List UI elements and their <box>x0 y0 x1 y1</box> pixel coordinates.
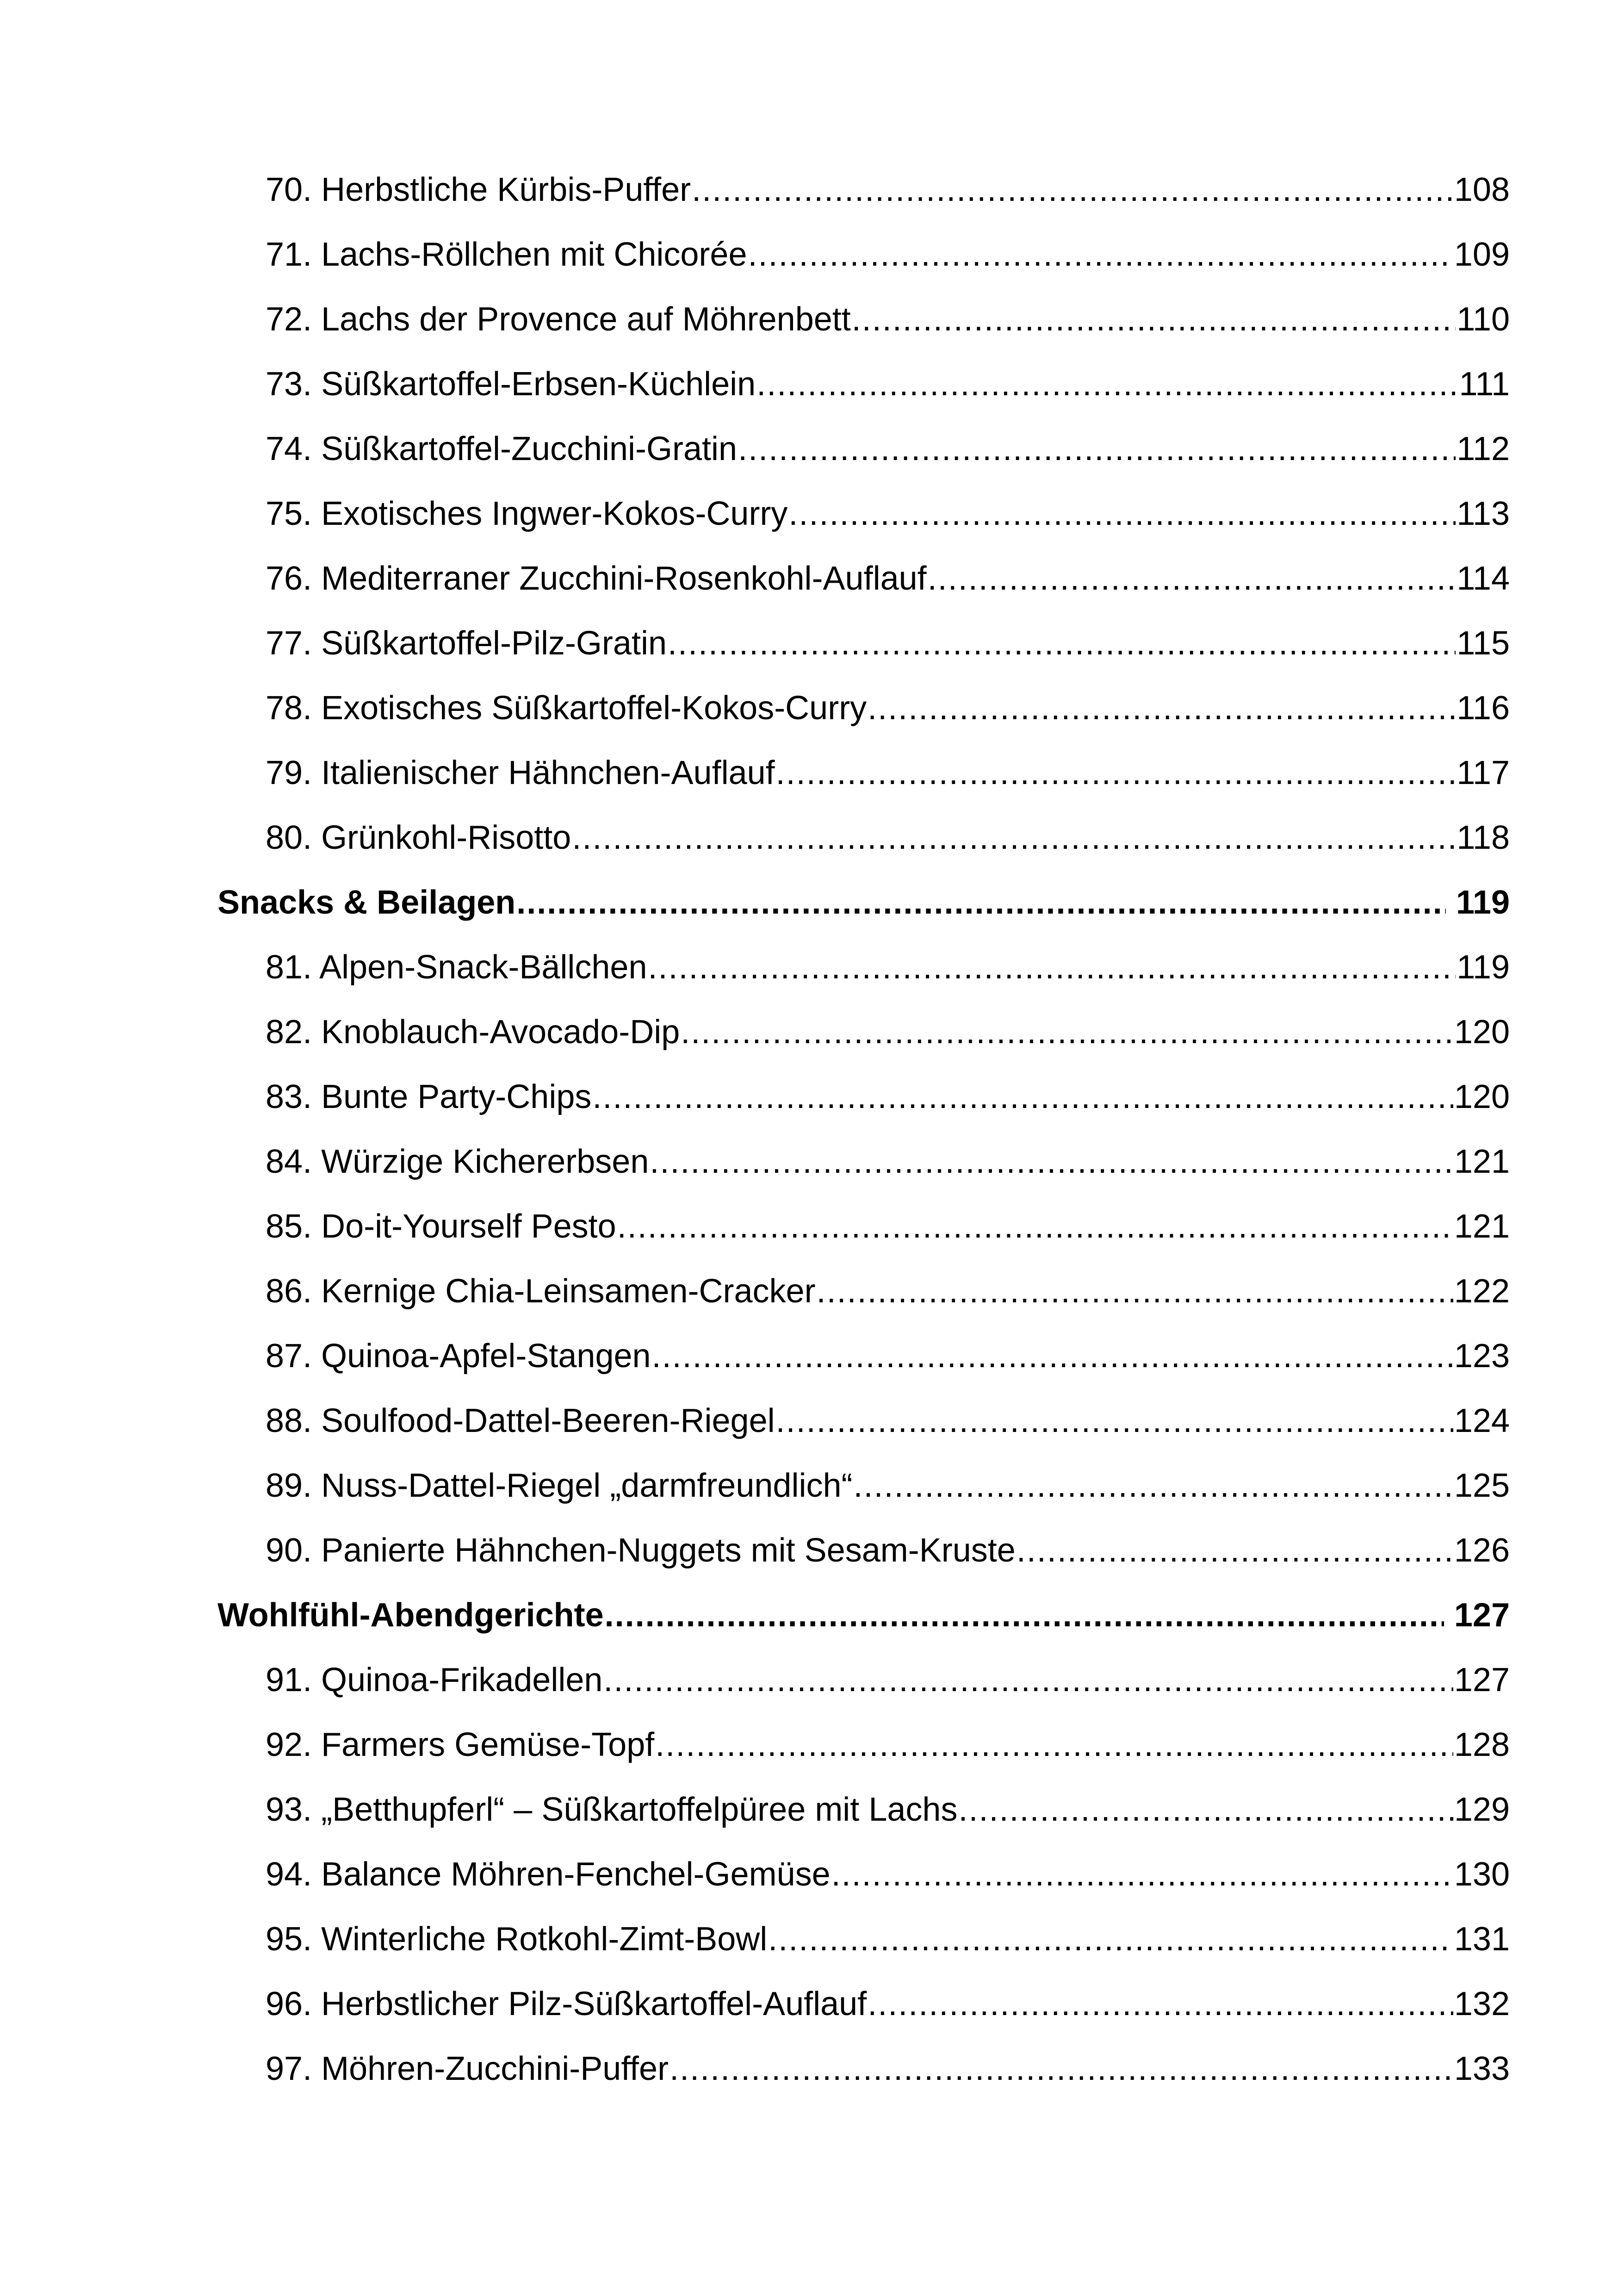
dot-leader <box>868 680 1456 736</box>
toc-entry <box>266 1911 1510 1967</box>
entry-title: 79. Italienischer Hähnchen-Auflauf <box>266 754 775 791</box>
page-number: 123 <box>1454 1338 1510 1375</box>
page-number: 121 <box>1454 1143 1510 1180</box>
toc-entry <box>266 1717 1510 1773</box>
dot-leader <box>668 616 1456 671</box>
page-number: 119 <box>1457 949 1510 986</box>
dot-leader <box>868 1976 1453 2032</box>
dot-leader <box>655 1717 1453 1773</box>
entry-title: 93. „Betthupferl“ – Süßkartoffelpüree mit Lachs <box>266 1791 958 1828</box>
page-number: 128 <box>1454 1726 1510 1763</box>
entry-title: 81. Alpen-Snack-Bällchen <box>266 949 647 986</box>
page-number: 129 <box>1454 1791 1510 1828</box>
entry-title: 86. Kernige Chia-Leinsamen-Cracker <box>266 1273 816 1310</box>
page-number: 116 <box>1457 690 1510 727</box>
dot-leader <box>1017 1523 1453 1578</box>
dot-leader <box>692 162 1453 218</box>
page-number: 122 <box>1454 1273 1510 1310</box>
entry-title: 85. Do-it-Yourself Pesto <box>266 1208 616 1245</box>
dot-leader <box>652 1328 1453 1384</box>
page-number: 111 <box>1459 366 1510 403</box>
toc-entry <box>266 356 1510 412</box>
toc-entry <box>266 1199 1510 1254</box>
dot-leader <box>603 1652 1453 1708</box>
toc-entry <box>266 1976 1510 2032</box>
entry-title: 96. Herbstlicher Pilz-Süßkartoffel-Auflauf <box>266 1985 867 2022</box>
entry-title: 71. Lachs-Röllchen mit Chicorée <box>266 236 747 273</box>
toc-entry <box>266 162 1510 218</box>
toc-entry <box>266 551 1510 606</box>
dot-leader <box>648 940 1456 995</box>
page-number: 125 <box>1454 1467 1510 1504</box>
section-title: Wohlfühl-Abendgerichte <box>217 1597 604 1634</box>
page-number: 120 <box>1454 1014 1510 1051</box>
entry-title: 88. Soulfood-Dattel-Beeren-Riegel <box>266 1402 775 1439</box>
page-number: 118 <box>1457 819 1510 856</box>
entry-title: 72. Lachs der Provence auf Möhrenbett <box>266 301 851 338</box>
entry-title: 84. Würzige Kichererbsen <box>266 1143 649 1180</box>
entry-title: 89. Nuss-Dattel-Riegel „darmfreundlich“ <box>266 1467 853 1504</box>
toc-entry <box>266 1458 1510 1513</box>
page-number: 115 <box>1457 625 1510 662</box>
page-number: 113 <box>1457 495 1510 532</box>
page-number: 127 <box>1454 1661 1510 1699</box>
toc-entry <box>266 486 1510 541</box>
entry-title: 76. Mediterraner Zucchini-Rosenkohl-Auflauf <box>266 560 927 597</box>
dot-leader <box>670 2041 1453 2097</box>
toc-entry <box>266 292 1510 347</box>
entry-title: 90. Panierte Hähnchen-Nuggets mit Sesam-Kruste <box>266 1532 1016 1569</box>
entry-title: 70. Herbstliche Kürbis-Puffer <box>266 171 691 208</box>
section-title: Snacks & Beilagen <box>217 884 516 921</box>
entry-title: 95. Winterliche Rotkohl-Zimt-Bowl <box>266 1921 768 1958</box>
page-number: 112 <box>1457 430 1510 467</box>
toc-entry <box>266 1847 1510 1902</box>
dot-leader <box>776 745 1456 801</box>
entry-title: 74. Süßkartoffel-Zucchini-Gratin <box>266 430 738 467</box>
entry-title: 97. Möhren-Zucchini-Puffer <box>266 2050 669 2087</box>
dot-leader <box>788 486 1456 541</box>
entry-title: 73. Süßkartoffel-Erbsen-Küchlein <box>266 366 756 403</box>
dot-leader <box>592 1069 1453 1125</box>
entry-title: 92. Farmers Gemüse-Topf <box>266 1726 655 1763</box>
dot-leader <box>681 1004 1453 1060</box>
toc-entry <box>266 1069 1510 1125</box>
dot-leader <box>756 356 1458 412</box>
toc-entry <box>266 1652 1510 1708</box>
dot-leader <box>516 875 1446 930</box>
toc-entry <box>266 421 1510 477</box>
toc-section-heading <box>217 1587 1510 1643</box>
toc-section-heading <box>217 875 1510 930</box>
page-number: 126 <box>1454 1532 1510 1569</box>
entry-title: 94. Balance Möhren-Fenchel-Gemüse <box>266 1856 831 1893</box>
dot-leader <box>776 1393 1453 1449</box>
toc-entry <box>266 1004 1510 1060</box>
dot-leader <box>650 1134 1453 1189</box>
toc-entry <box>266 940 1510 995</box>
entry-title: 87. Quinoa-Apfel-Stangen <box>266 1338 651 1375</box>
page-number: 120 <box>1454 1078 1510 1115</box>
toc-entry <box>266 227 1510 282</box>
dot-leader <box>928 551 1456 606</box>
dot-leader <box>831 1847 1453 1902</box>
dot-leader <box>958 1782 1453 1837</box>
toc-entry <box>266 616 1510 671</box>
toc-entry <box>266 1134 1510 1189</box>
entry-title: 82. Knoblauch-Avocado-Dip <box>266 1014 680 1051</box>
toc-entry <box>266 680 1510 736</box>
dot-leader <box>605 1587 1444 1643</box>
page-number: 109 <box>1454 236 1510 273</box>
toc-entry <box>266 1523 1510 1578</box>
entry-title: 78. Exotisches Süßkartoffel-Kokos-Curry <box>266 690 867 727</box>
page-number: 119 <box>1456 884 1510 921</box>
dot-leader <box>748 227 1453 282</box>
dot-leader <box>852 292 1456 347</box>
dot-leader <box>572 810 1456 865</box>
toc-entry <box>266 1782 1510 1837</box>
dot-leader <box>768 1911 1453 1967</box>
page-number: 127 <box>1454 1597 1510 1634</box>
page-number: 117 <box>1457 754 1510 791</box>
toc-entry <box>266 2041 1510 2097</box>
entry-title: 75. Exotisches Ingwer-Kokos-Curry <box>266 495 788 532</box>
toc-entry <box>266 1263 1510 1319</box>
dot-leader <box>617 1199 1453 1254</box>
entry-title: 80. Grünkohl-Risotto <box>266 819 571 856</box>
dot-leader <box>853 1458 1453 1513</box>
entry-title: 77. Süßkartoffel-Pilz-Gratin <box>266 625 667 662</box>
page-number: 130 <box>1454 1856 1510 1893</box>
toc-entry <box>266 745 1510 801</box>
page-number: 110 <box>1457 301 1510 338</box>
entry-title: 83. Bunte Party-Chips <box>266 1078 592 1115</box>
page-number: 108 <box>1454 171 1510 208</box>
entry-title: 91. Quinoa-Frikadellen <box>266 1661 603 1699</box>
dot-leader <box>738 421 1456 477</box>
toc-entry <box>266 1393 1510 1449</box>
toc-entry <box>266 1328 1510 1384</box>
toc-entry <box>266 810 1510 865</box>
page-number: 132 <box>1454 1985 1510 2022</box>
page-number: 114 <box>1457 560 1510 597</box>
page-number: 121 <box>1454 1208 1510 1245</box>
page-number: 133 <box>1454 2050 1510 2087</box>
page-number: 131 <box>1454 1921 1510 1958</box>
dot-leader <box>817 1263 1453 1319</box>
page-number: 124 <box>1454 1402 1510 1439</box>
